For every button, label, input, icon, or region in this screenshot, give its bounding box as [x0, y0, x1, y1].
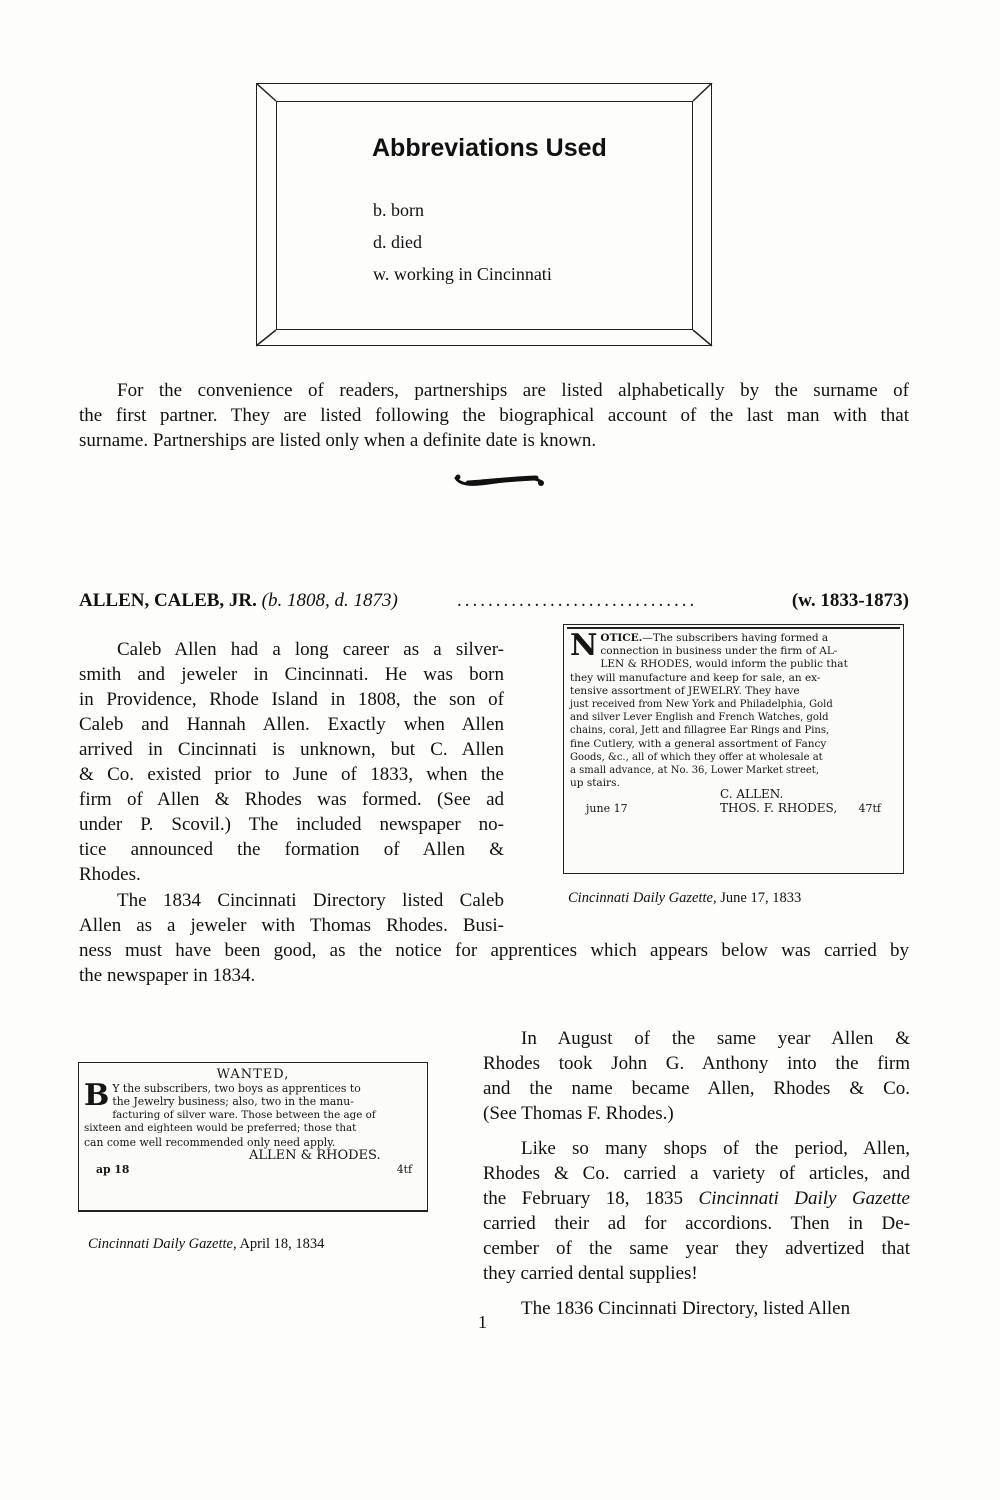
newspaper-clipping-wanted: [78, 1062, 428, 1212]
body-line: Rhodes & Co. carried a variety of articles, and: [483, 1163, 910, 1184]
wanted-line: sixteen and eighteen would be preferred; those that: [84, 1122, 357, 1134]
body-paragraph-2-continued: [79, 938, 909, 988]
body-line: Rhodes.: [79, 864, 141, 885]
entry-heading: [79, 590, 909, 612]
intro-paragraph: [79, 378, 909, 453]
body-line: In August of the same year Allen &: [521, 1028, 910, 1049]
caption-source: Cincinnati Daily Gazette,: [568, 890, 717, 906]
body-text: the February 18, 1835: [483, 1188, 699, 1209]
notice-signature-1: C. ALLEN.: [720, 787, 784, 802]
entry-name: ALLEN, CALEB, JR.: [79, 590, 257, 611]
body-line: under P. Scovil.) The included newspaper no-: [79, 814, 504, 835]
abbreviation-born: b. born: [373, 200, 424, 220]
entry-dates: (b. 1808, d. 1873): [261, 590, 398, 611]
body-paragraph-1: [79, 637, 504, 887]
wanted-caption: [88, 1236, 324, 1253]
body-line: Allen as a jeweler with Thomas Rhodes. Busi-: [79, 915, 504, 936]
notice-line: and silver Lever English and French Watches, gold: [570, 712, 829, 724]
body-line: tice announced the formation of Allen &: [79, 839, 504, 860]
abbreviation-working: w. working in Cincinnati: [373, 264, 552, 284]
notice-line: fine Cutlery, with a general assortment of Fancy: [570, 737, 827, 750]
body-line: Caleb Allen had a long career as a silver-: [117, 639, 504, 660]
body-line: and the name became Allen, Rhodes & Co.: [483, 1078, 910, 1099]
ornament-swash-icon: [452, 470, 548, 492]
notice-date: june 17: [586, 801, 628, 815]
abbreviation-died: d. died: [373, 232, 422, 252]
wanted-heading: WANTED,: [216, 1067, 290, 1082]
notice-line: LEN & RHODES, would inform the public that: [600, 658, 848, 671]
body-line: Caleb and Hannah Allen. Exactly when Allen: [79, 714, 504, 735]
notice-line: —The subscribers having formed a: [642, 632, 829, 644]
body-line: [483, 1186, 910, 1211]
body-line: ness must have been good, as the notice for apprentices which appears below was carried by: [79, 940, 909, 961]
notice-line: tensive assortment of JEWELRY. They have: [570, 684, 800, 697]
notice-line: just received from New York and Philadelphia, Gold: [570, 699, 833, 711]
page-number: 1: [478, 1312, 487, 1332]
wanted-code: 4tf: [396, 1162, 412, 1176]
column2-paragraph-2: [483, 1136, 910, 1286]
wanted-line: can come well recommended only need apply.: [84, 1135, 336, 1149]
body-line: in Providence, Rhode Island in 1808, the son of: [79, 689, 504, 710]
clipping-top-rule: [567, 627, 900, 629]
notice-line: connection in business under the firm of AL-: [600, 645, 838, 658]
body-line: the newspaper in 1834.: [79, 965, 256, 986]
wanted-date: ap 18: [96, 1162, 130, 1176]
notice-caption: [568, 890, 801, 907]
notice-line: they will manufacture and keep for sale, an ex-: [570, 671, 821, 684]
body-line: Rhodes took John G. Anthony into the firm: [483, 1053, 910, 1074]
notice-line: up stairs.: [570, 777, 620, 790]
body-line: The 1836 Cincinnati Directory, listed Allen: [521, 1298, 851, 1319]
newspaper-title: Cincinnati Daily Gazette: [698, 1188, 910, 1209]
abbreviations-title: Abbreviations Used: [372, 134, 607, 162]
wanted-signature: ALLEN & RHODES.: [249, 1148, 381, 1163]
notice-signature-2: THOS. F. RHODES,: [720, 800, 838, 815]
wanted-dropcap: B: [84, 1077, 110, 1113]
caption-source: Cincinnati Daily Gazette,: [88, 1236, 237, 1252]
body-line: & Co. existed prior to June of 1833, when the: [79, 764, 504, 785]
caption-date: June 17, 1833: [720, 890, 802, 906]
column2-paragraph-3: [483, 1296, 910, 1321]
body-paragraph-2: [79, 888, 504, 938]
body-line: cember of the same year they advertized that: [483, 1238, 910, 1259]
body-line: Like so many shops of the period, Allen,: [521, 1138, 910, 1159]
notice-code: 47tf: [858, 801, 881, 815]
body-line: carried their ad for accordions. Then in De-: [483, 1213, 910, 1234]
newspaper-clipping-notice: [563, 624, 904, 874]
entry-working-years: (w. 1833-1873): [791, 590, 909, 611]
frame-bevel-lines: [256, 83, 716, 350]
notice-line: Goods, &c., all of which they offer at wholesale at: [570, 751, 823, 763]
notice-footer: [570, 802, 897, 816]
wanted-footer: [84, 1163, 422, 1177]
body-line: The 1834 Cincinnati Directory listed Caleb: [117, 890, 504, 911]
body-line: firm of Allen & Rhodes was formed. (See ad: [79, 789, 504, 810]
notice-dropcap: N: [570, 628, 598, 663]
wanted-line: the Jewelry business; also, two in the manu-: [112, 1095, 354, 1108]
body-line: (See Thomas F. Rhodes.): [483, 1103, 674, 1124]
intro-line: the first partner. They are listed following the biographical account of the last man with that: [79, 405, 909, 426]
notice-line: a small advance, at No. 36, Lower Market street,: [570, 765, 819, 777]
wanted-line: facturing of silver ware. Those between the age of: [112, 1108, 376, 1121]
body-line: arrived in Cincinnati is unknown, but C. Allen: [79, 739, 504, 760]
caption-date: April 18, 1834: [239, 1236, 325, 1252]
body-line: they carried dental supplies!: [483, 1263, 698, 1284]
entry-dot-leader: ...............................: [457, 590, 698, 611]
body-line: smith and jeweler in Cincinnati. He was born: [79, 664, 504, 685]
notice-line: chains, coral, Jett and fillagree Ear Rings and Pins,: [570, 725, 830, 737]
notice-heading: OTICE.: [600, 632, 643, 644]
wanted-line: Y the subscribers, two boys as apprentices to: [112, 1081, 361, 1095]
intro-line: surname. Partnerships are listed only when a definite date is known.: [79, 430, 597, 451]
intro-line: For the convenience of readers, partnerships are listed alphabetically by the surname of: [117, 380, 909, 401]
column2-paragraph-1: [483, 1026, 910, 1126]
